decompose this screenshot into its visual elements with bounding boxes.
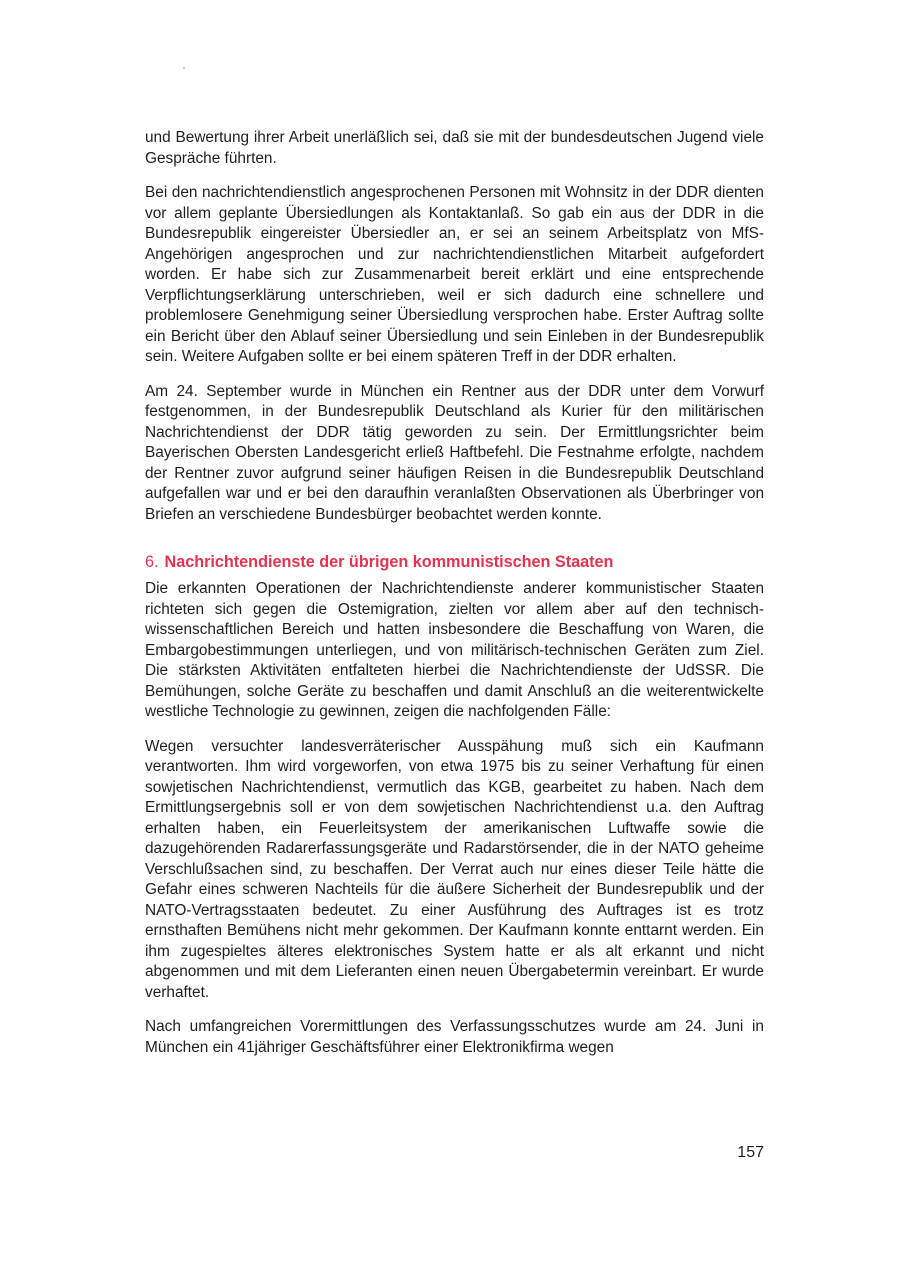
paragraph: und Bewertung ihrer Arbeit unerläßlich sei, daß sie mit der bundesdeutschen Jugend viele Gespräche führten. <box>145 129 764 167</box>
section-number: 6. <box>145 553 159 571</box>
text-column <box>145 128 764 1072</box>
page-number: 157 <box>737 1144 764 1161</box>
paragraph: Nach umfangreichen Vorermittlungen des Verfassungsschutzes wurde am 24. Juni in München ein 41jähriger Geschäftsführer einer Elektronikfirma wegen <box>145 1018 764 1056</box>
paragraph: Am 24. September wurde in München ein Rentner aus der DDR unter dem Vorwurf festgenommen, in der Bundesrepublik Deutschland als Kurier für den militärischen Nachrichtendienst der DDR tätig geworden zu sein. Der Ermittlungsrichter beim Bayerischen Obersten Landesgericht erließ Haftbefehl. Die Festnahme erfolgte, nachdem der Rentner zuvor aufgrund seiner häufigen Reisen in die Bundesrepublik Deutschland aufgefallen war und er bei den daraufhin veranlaßten Observationen als Überbringer von Briefen an verschiedene Bundesbürger beobachtet werden konnte. <box>145 382 764 523</box>
section-heading <box>145 551 764 573</box>
scan-speck <box>183 67 185 69</box>
paragraph: Die erkannten Operationen der Nachrichtendienste anderer kommunistischer Staaten richteten sich gegen die Ostemigration, zielten vor allem aber auf den technisch-wissenschaftlichen Bereich und hatten insbesondere die Beschaffung von Waren, die Embargobestimmungen unterliegen, und von militärisch-technischen Geräten zum Ziel. Die stärksten Aktivitäten entfalteten hierbei die Nachrichtendienste der UdSSR. Die Bemühungen, solche Geräte zu beschaffen und damit Anschluß an die weiterentwickelte westliche Technologie zu gewinnen, zeigen die nachfolgenden Fälle: <box>145 580 764 720</box>
paragraph: Bei den nachrichtendienstlich angesprochenen Personen mit Wohnsitz in der DDR dienten vor allem geplante Übersiedlungen als Kontaktanlaß. So gab ein aus der DDR in die Bundesrepublik eingereister Übersiedler an, er sei an seinem Arbeitsplatz von MfS-Angehörigen angesprochen und zur nachrichtendienstlichen Mitarbeit aufgefordert worden. Er habe sich zur Zusammenarbeit bereit erklärt und eine entsprechende Verpflichtungserklärung unterschrieben, weil er sich dadurch eine schnellere und problemlosere Genehmigung seiner Übersiedlung versprochen habe. Erster Auftrag sollte ein Bericht über den Ablauf seiner Übersiedlung und sein Einleben in der Bundesrepublik sein. Weitere Aufgaben sollte er bei einem späteren Treff in der DDR erhalten. <box>145 184 764 365</box>
section-title: Nachrichtendienste der übrigen kommunistischen Staaten <box>164 553 614 571</box>
paragraph: Wegen versuchter landesverräterischer Ausspähung muß sich ein Kaufmann verantworten. Ihm wird vorgeworfen, von etwa 1975 bis zu seiner Verhaftung für einen sowjetischen Nachrichtendienst, vermutlich das KGB, gearbeitet zu haben. Nach dem Ermittlungsergebnis soll er von dem sowjetischen Nachrichtendienst u.a. den Auftrag erhalten haben, ein Feuerleitsystem der amerikanischen Luftwaffe sowie die dazugehörenden Radarerfassungsgeräte und Radarstörsender, die in der NATO geheime Verschlußsachen sind, zu beschaffen. Der Verrat auch nur eines dieser Teile hätte die Gefahr eines schweren Nachteils für die äußere Sicherheit der Bundesrepublik und der NATO-Vertragsstaaten bedeutet. Zu einer Ausführung des Auftrages ist es trotz ernsthaften Bemühens nicht mehr gekommen. Der Kaufmann konnte enttarnt werden. Ein ihm zugespieltes älteres elektronisches System hatte er als alt erkannt und nicht abgenommen und mit dem Lieferanten einen neuen Übergabetermin vereinbart. Er wurde verhaftet. <box>145 737 764 1001</box>
